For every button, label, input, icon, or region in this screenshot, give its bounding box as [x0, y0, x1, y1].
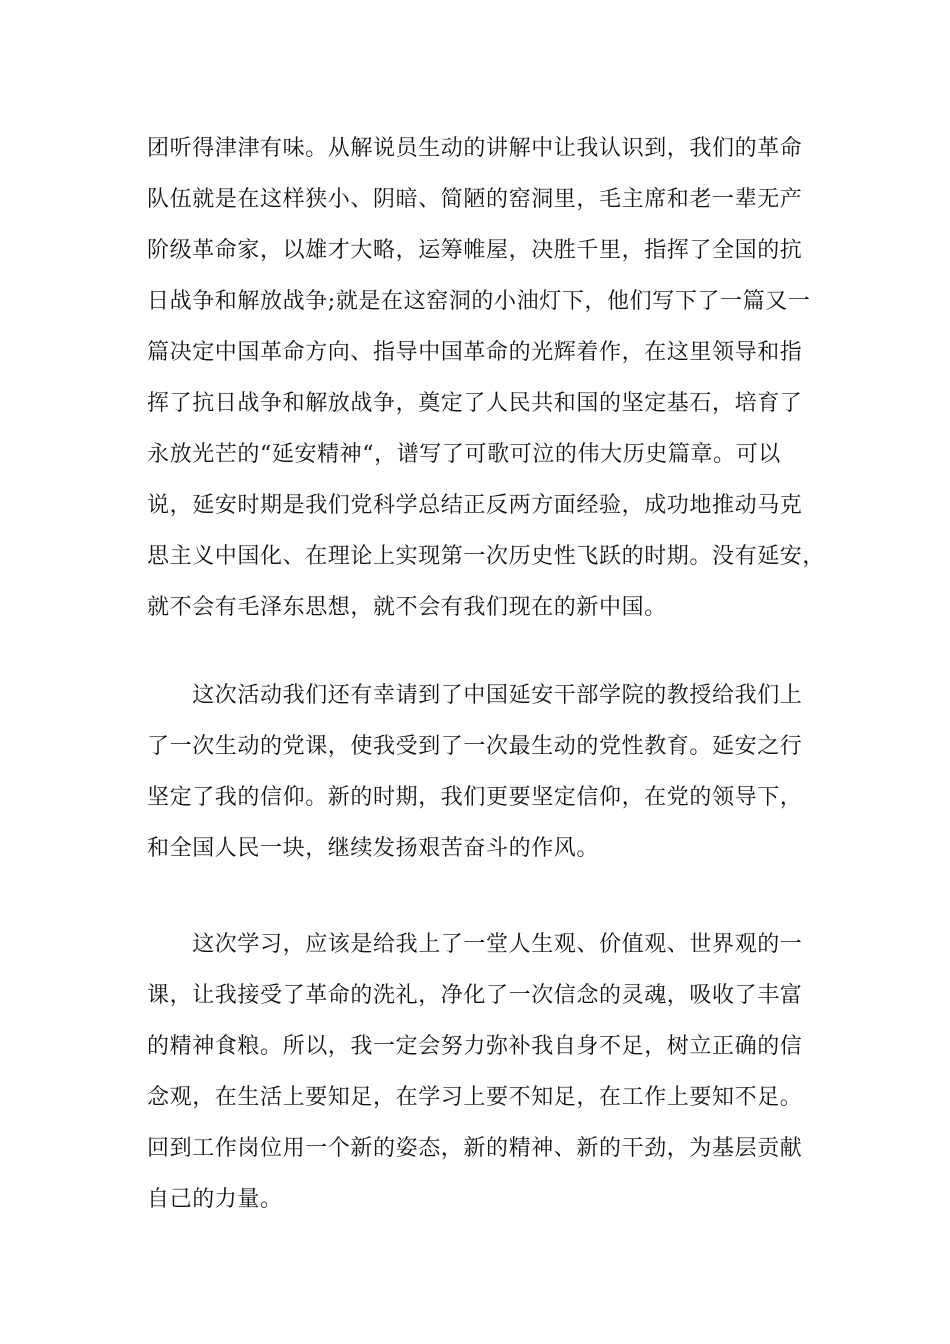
text-line: 就不会有毛泽东思想，就不会有我们现在的新中国。	[147, 595, 667, 620]
text-line: 永放光芒的“延安精神“，谱写了可歌可泣的伟大历史篇章。可以	[147, 442, 781, 467]
text-line: 坚定了我的信仰。新的时期，我们更要坚定信仰，在党的领导下，	[147, 785, 803, 810]
text-line: 念观，在生活上要知足，在学习上要不知足，在工作上要知不足。	[147, 1085, 803, 1110]
text-line: 篇决定中国革命方向、指导中国革命的光辉着作，在这里领导和指	[147, 340, 803, 365]
text-line: 这次学习，应该是给我上了一堂人生观、价值观、世界观的一	[147, 932, 803, 957]
text-line: 队伍就是在这样狭小、阴暗、简陋的窑洞里，毛主席和老一辈无产	[147, 187, 803, 212]
paragraph-party-lecture	[147, 683, 817, 887]
text-line: 日战争和解放战争;就是在这窑洞的小油灯下，他们写下了一篇又一	[147, 289, 811, 314]
paragraph-study-reflection	[147, 932, 817, 1238]
text-line: 说，延安时期是我们党科学总结正反两方面经验，成功地推动马克	[147, 493, 803, 518]
text-line: 了一次生动的党课，使我受到了一次最生动的党性教育。延安之行	[147, 734, 803, 759]
text-line: 和全国人民一块，继续发扬艰苦奋斗的作风。	[147, 836, 600, 861]
text-line: 团听得津津有味。从解说员生动的讲解中让我认识到，我们的革命	[147, 136, 803, 161]
paragraph-yanan-cave-history	[147, 136, 826, 646]
text-line: 思主义中国化、在理论上实现第一次历史性飞跃的时期。没有延安，	[147, 544, 826, 569]
text-line: 的精神食粮。所以，我一定会努力弥补我自身不足，树立正确的信	[147, 1034, 803, 1059]
text-line: 这次活动我们还有幸请到了中国延安干部学院的教授给我们上	[147, 683, 803, 708]
text-line: 挥了抗日战争和解放战争，奠定了人民共和国的坚定基石，培育了	[147, 391, 803, 416]
text-line: 回到工作岗位用一个新的姿态，新的精神、新的干劲，为基层贡献	[147, 1136, 803, 1161]
text-line: 课，让我接受了革命的洗礼，净化了一次信念的灵魂，吸收了丰富	[147, 983, 803, 1008]
text-line: 自己的力量。	[147, 1187, 283, 1212]
text-line: 阶级革命家，以雄才大略，运筹帷屋，决胜千里，指挥了全国的抗	[147, 238, 803, 263]
